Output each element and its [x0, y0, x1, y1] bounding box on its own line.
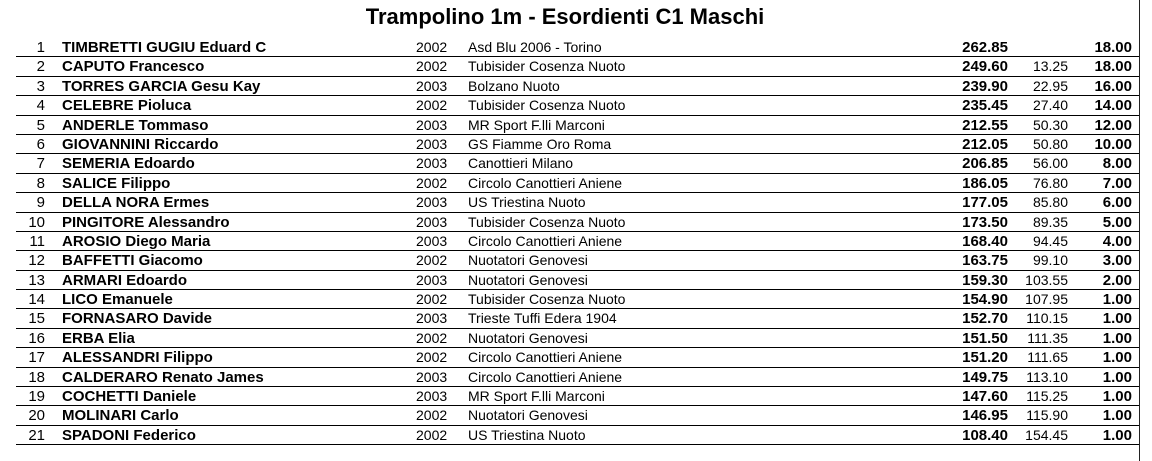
- table-row: [16, 77, 1139, 96]
- gap-cell: 56.00: [1032, 155, 1068, 172]
- table-row: [16, 348, 1139, 367]
- name-cell: MOLINARI Carlo: [62, 407, 179, 425]
- rank-cell: 18: [28, 368, 45, 386]
- name-cell: FORNASARO Davide: [62, 310, 213, 328]
- total-cell: 159.30: [962, 271, 1008, 289]
- points-cell: 1.00: [1102, 329, 1132, 347]
- points-cell: 18.00: [1094, 39, 1132, 56]
- year-cell: 2003: [416, 194, 448, 211]
- rank-cell: 16: [28, 329, 45, 347]
- year-cell: 2003: [416, 271, 448, 288]
- table-row: [16, 251, 1139, 270]
- rank-cell: 3: [36, 77, 45, 95]
- table-row: [16, 232, 1139, 251]
- total-cell: 186.05: [962, 174, 1008, 192]
- table-row: [16, 290, 1139, 309]
- total-cell: 235.45: [962, 97, 1008, 115]
- club-cell: Nuotatori Genovesi: [468, 252, 588, 269]
- name-cell: ALESSANDRI Filippo: [62, 349, 213, 367]
- total-cell: 249.60: [962, 58, 1008, 76]
- points-cell: 18.00: [1094, 58, 1132, 76]
- year-cell: 2003: [416, 155, 448, 172]
- rank-cell: 10: [28, 213, 45, 231]
- gap-cell: 110.15: [1026, 310, 1068, 327]
- rank-cell: 7: [36, 155, 45, 173]
- club-cell: US Triestina Nuoto: [468, 426, 586, 443]
- rank-cell: 21: [28, 426, 45, 444]
- year-cell: 2002: [416, 426, 448, 443]
- gap-cell: 50.80: [1032, 135, 1068, 152]
- rank-cell: 20: [28, 407, 45, 425]
- page-title: Trampolino 1m - Esordienti C1 Maschi: [365, 4, 765, 29]
- club-cell: Asd Blu 2006 - Torino: [468, 39, 602, 55]
- total-cell: 206.85: [962, 155, 1008, 173]
- year-cell: 2003: [416, 368, 448, 385]
- rank-cell: 4: [36, 97, 45, 115]
- year-cell: 2003: [416, 232, 448, 249]
- name-cell: CELEBRE Pioluca: [62, 97, 192, 115]
- name-cell: SPADONI Federico: [62, 426, 196, 444]
- club-cell: Tubisider Cosenza Nuoto: [468, 58, 626, 75]
- points-cell: 14.00: [1094, 97, 1132, 115]
- table-row: [16, 116, 1139, 135]
- points-cell: 10.00: [1094, 135, 1132, 153]
- total-cell: 151.20: [962, 349, 1008, 367]
- rank-cell: 1: [36, 39, 45, 56]
- points-cell: 1.00: [1102, 310, 1132, 328]
- gap-cell: 154.45: [1025, 426, 1068, 443]
- rank-cell: 8: [36, 174, 45, 192]
- points-cell: 1.00: [1102, 349, 1132, 367]
- year-cell: 2003: [416, 388, 448, 405]
- points-cell: 8.00: [1102, 155, 1132, 173]
- name-cell: GIOVANNINI Riccardo: [62, 135, 219, 153]
- table-row: [16, 426, 1139, 445]
- name-cell: TORRES GARCIA Gesu Kay: [62, 77, 261, 95]
- points-cell: 1.00: [1102, 426, 1132, 444]
- gap-cell: 27.40: [1032, 97, 1068, 114]
- club-cell: Circolo Canottieri Aniene: [468, 368, 623, 385]
- rank-cell: 15: [28, 310, 45, 328]
- gap-cell: 22.95: [1032, 77, 1068, 94]
- total-cell: 147.60: [962, 388, 1008, 406]
- club-cell: Nuotatori Genovesi: [468, 407, 588, 424]
- rank-cell: 14: [28, 291, 45, 309]
- gap-cell: 89.35: [1032, 213, 1068, 230]
- club-cell: Tubisider Cosenza Nuoto: [468, 213, 626, 230]
- gap-cell: 76.80: [1032, 174, 1068, 191]
- points-cell: 3.00: [1102, 252, 1132, 270]
- table-row: [16, 135, 1139, 154]
- gap-cell: 13.25: [1032, 58, 1068, 75]
- page-right-border: [1139, 0, 1140, 461]
- total-cell: 262.85: [962, 39, 1008, 56]
- points-cell: 5.00: [1102, 213, 1132, 231]
- points-cell: 6.00: [1102, 194, 1132, 212]
- rank-cell: 12: [28, 252, 45, 270]
- club-cell: MR Sport F.lli Marconi: [468, 116, 605, 133]
- total-cell: 154.90: [962, 291, 1008, 309]
- table-row: [16, 406, 1139, 425]
- year-cell: 2002: [416, 174, 448, 191]
- total-cell: 151.50: [962, 329, 1008, 347]
- rank-cell: 17: [28, 349, 45, 367]
- points-cell: 2.00: [1102, 271, 1132, 289]
- gap-cell: 85.80: [1032, 194, 1068, 211]
- table-row: [16, 329, 1139, 348]
- table-row: [16, 174, 1139, 193]
- name-cell: CAPUTO Francesco: [62, 58, 205, 76]
- gap-cell: 99.10: [1032, 252, 1068, 269]
- year-cell: 2003: [416, 116, 448, 133]
- table-row: [16, 213, 1139, 232]
- table-row: [16, 271, 1139, 290]
- gap-cell: 113.10: [1026, 368, 1068, 385]
- club-cell: Circolo Canottieri Aniene: [468, 232, 623, 249]
- total-cell: 177.05: [962, 194, 1008, 212]
- year-cell: 2002: [416, 349, 448, 366]
- rank-cell: 9: [36, 194, 45, 212]
- year-cell: 2003: [416, 310, 448, 327]
- year-cell: 2003: [416, 77, 448, 94]
- gap-cell: 111.65: [1027, 349, 1068, 366]
- total-cell: 152.70: [962, 310, 1008, 328]
- table-row: [16, 387, 1139, 406]
- rank-cell: 5: [36, 116, 45, 134]
- club-cell: Nuotatori Genovesi: [468, 329, 588, 346]
- total-cell: 108.40: [962, 426, 1008, 444]
- name-cell: ERBA Elia: [62, 329, 135, 347]
- points-cell: 1.00: [1102, 407, 1132, 425]
- gap-cell: 50.30: [1032, 116, 1068, 133]
- table-row: [16, 368, 1139, 387]
- total-cell: 212.55: [962, 116, 1008, 134]
- club-cell: US Triestina Nuoto: [468, 194, 586, 211]
- name-cell: DELLA NORA Ermes: [62, 194, 210, 212]
- rank-cell: 13: [28, 271, 45, 289]
- club-cell: Bolzano Nuoto: [468, 77, 560, 94]
- name-cell: ANDERLE Tommaso: [62, 116, 209, 134]
- year-cell: 2002: [416, 329, 448, 346]
- name-cell: BAFFETTI Giacomo: [62, 252, 203, 270]
- year-cell: 2002: [416, 252, 448, 269]
- club-cell: Circolo Canottieri Aniene: [468, 174, 623, 191]
- name-cell: CALDERARO Renato James: [62, 368, 264, 386]
- name-cell: PINGITORE Alessandro: [62, 213, 230, 231]
- year-cell: 2002: [416, 407, 448, 424]
- year-cell: 2002: [416, 291, 448, 308]
- name-cell: TIMBRETTI GUGIU Eduard C: [62, 39, 267, 56]
- table-row: [16, 96, 1139, 115]
- total-cell: 239.90: [962, 77, 1008, 95]
- club-cell: Canottieri Milano: [468, 155, 574, 172]
- name-cell: SEMERIA Edoardo: [62, 155, 195, 173]
- rank-cell: 11: [29, 232, 45, 250]
- club-cell: Nuotatori Genovesi: [468, 271, 588, 288]
- rank-cell: 19: [28, 388, 45, 406]
- gap-cell: 107.95: [1025, 291, 1068, 308]
- year-cell: 2002: [416, 58, 448, 75]
- gap-cell: 115.90: [1026, 407, 1068, 424]
- total-cell: 163.75: [962, 252, 1008, 270]
- name-cell: ARMARI Edoardo: [62, 271, 187, 289]
- gap-cell: 115.25: [1026, 388, 1068, 405]
- club-cell: Trieste Tuffi Edera 1904: [468, 310, 617, 327]
- total-cell: 173.50: [962, 213, 1008, 231]
- table-row: [16, 193, 1139, 212]
- name-cell: SALICE Filippo: [62, 174, 171, 192]
- total-cell: 168.40: [962, 232, 1008, 250]
- points-cell: 1.00: [1102, 388, 1132, 406]
- year-cell: 2003: [416, 213, 448, 230]
- points-cell: 12.00: [1094, 116, 1132, 134]
- points-cell: 1.00: [1102, 291, 1132, 309]
- total-cell: 146.95: [962, 407, 1008, 425]
- name-cell: AROSIO Diego Maria: [62, 232, 211, 250]
- name-cell: COCHETTI Daniele: [62, 388, 197, 406]
- club-cell: MR Sport F.lli Marconi: [468, 388, 605, 405]
- club-cell: GS Fiamme Oro Roma: [468, 135, 612, 152]
- gap-cell: 103.55: [1025, 271, 1068, 288]
- points-cell: 16.00: [1094, 77, 1132, 95]
- year-cell: 2003: [416, 135, 448, 152]
- gap-cell: 111.35: [1027, 329, 1068, 346]
- year-cell: 2002: [416, 97, 448, 114]
- gap-cell: 94.45: [1032, 232, 1068, 249]
- total-cell: 212.05: [962, 135, 1008, 153]
- club-cell: Circolo Canottieri Aniene: [468, 349, 623, 366]
- total-cell: 149.75: [962, 368, 1008, 386]
- table-row: [16, 38, 1139, 57]
- table-row: [16, 309, 1139, 328]
- points-cell: 4.00: [1102, 232, 1132, 250]
- points-cell: 7.00: [1102, 174, 1132, 192]
- name-cell: LICO Emanuele: [62, 291, 173, 309]
- rank-cell: 6: [36, 135, 45, 153]
- points-cell: 1.00: [1102, 368, 1132, 386]
- table-row: [16, 57, 1139, 76]
- year-cell: 2002: [416, 39, 448, 55]
- club-cell: Tubisider Cosenza Nuoto: [468, 97, 626, 114]
- results-table: [16, 38, 1139, 445]
- table-row: [16, 154, 1139, 173]
- rank-cell: 2: [36, 58, 45, 76]
- club-cell: Tubisider Cosenza Nuoto: [468, 291, 626, 308]
